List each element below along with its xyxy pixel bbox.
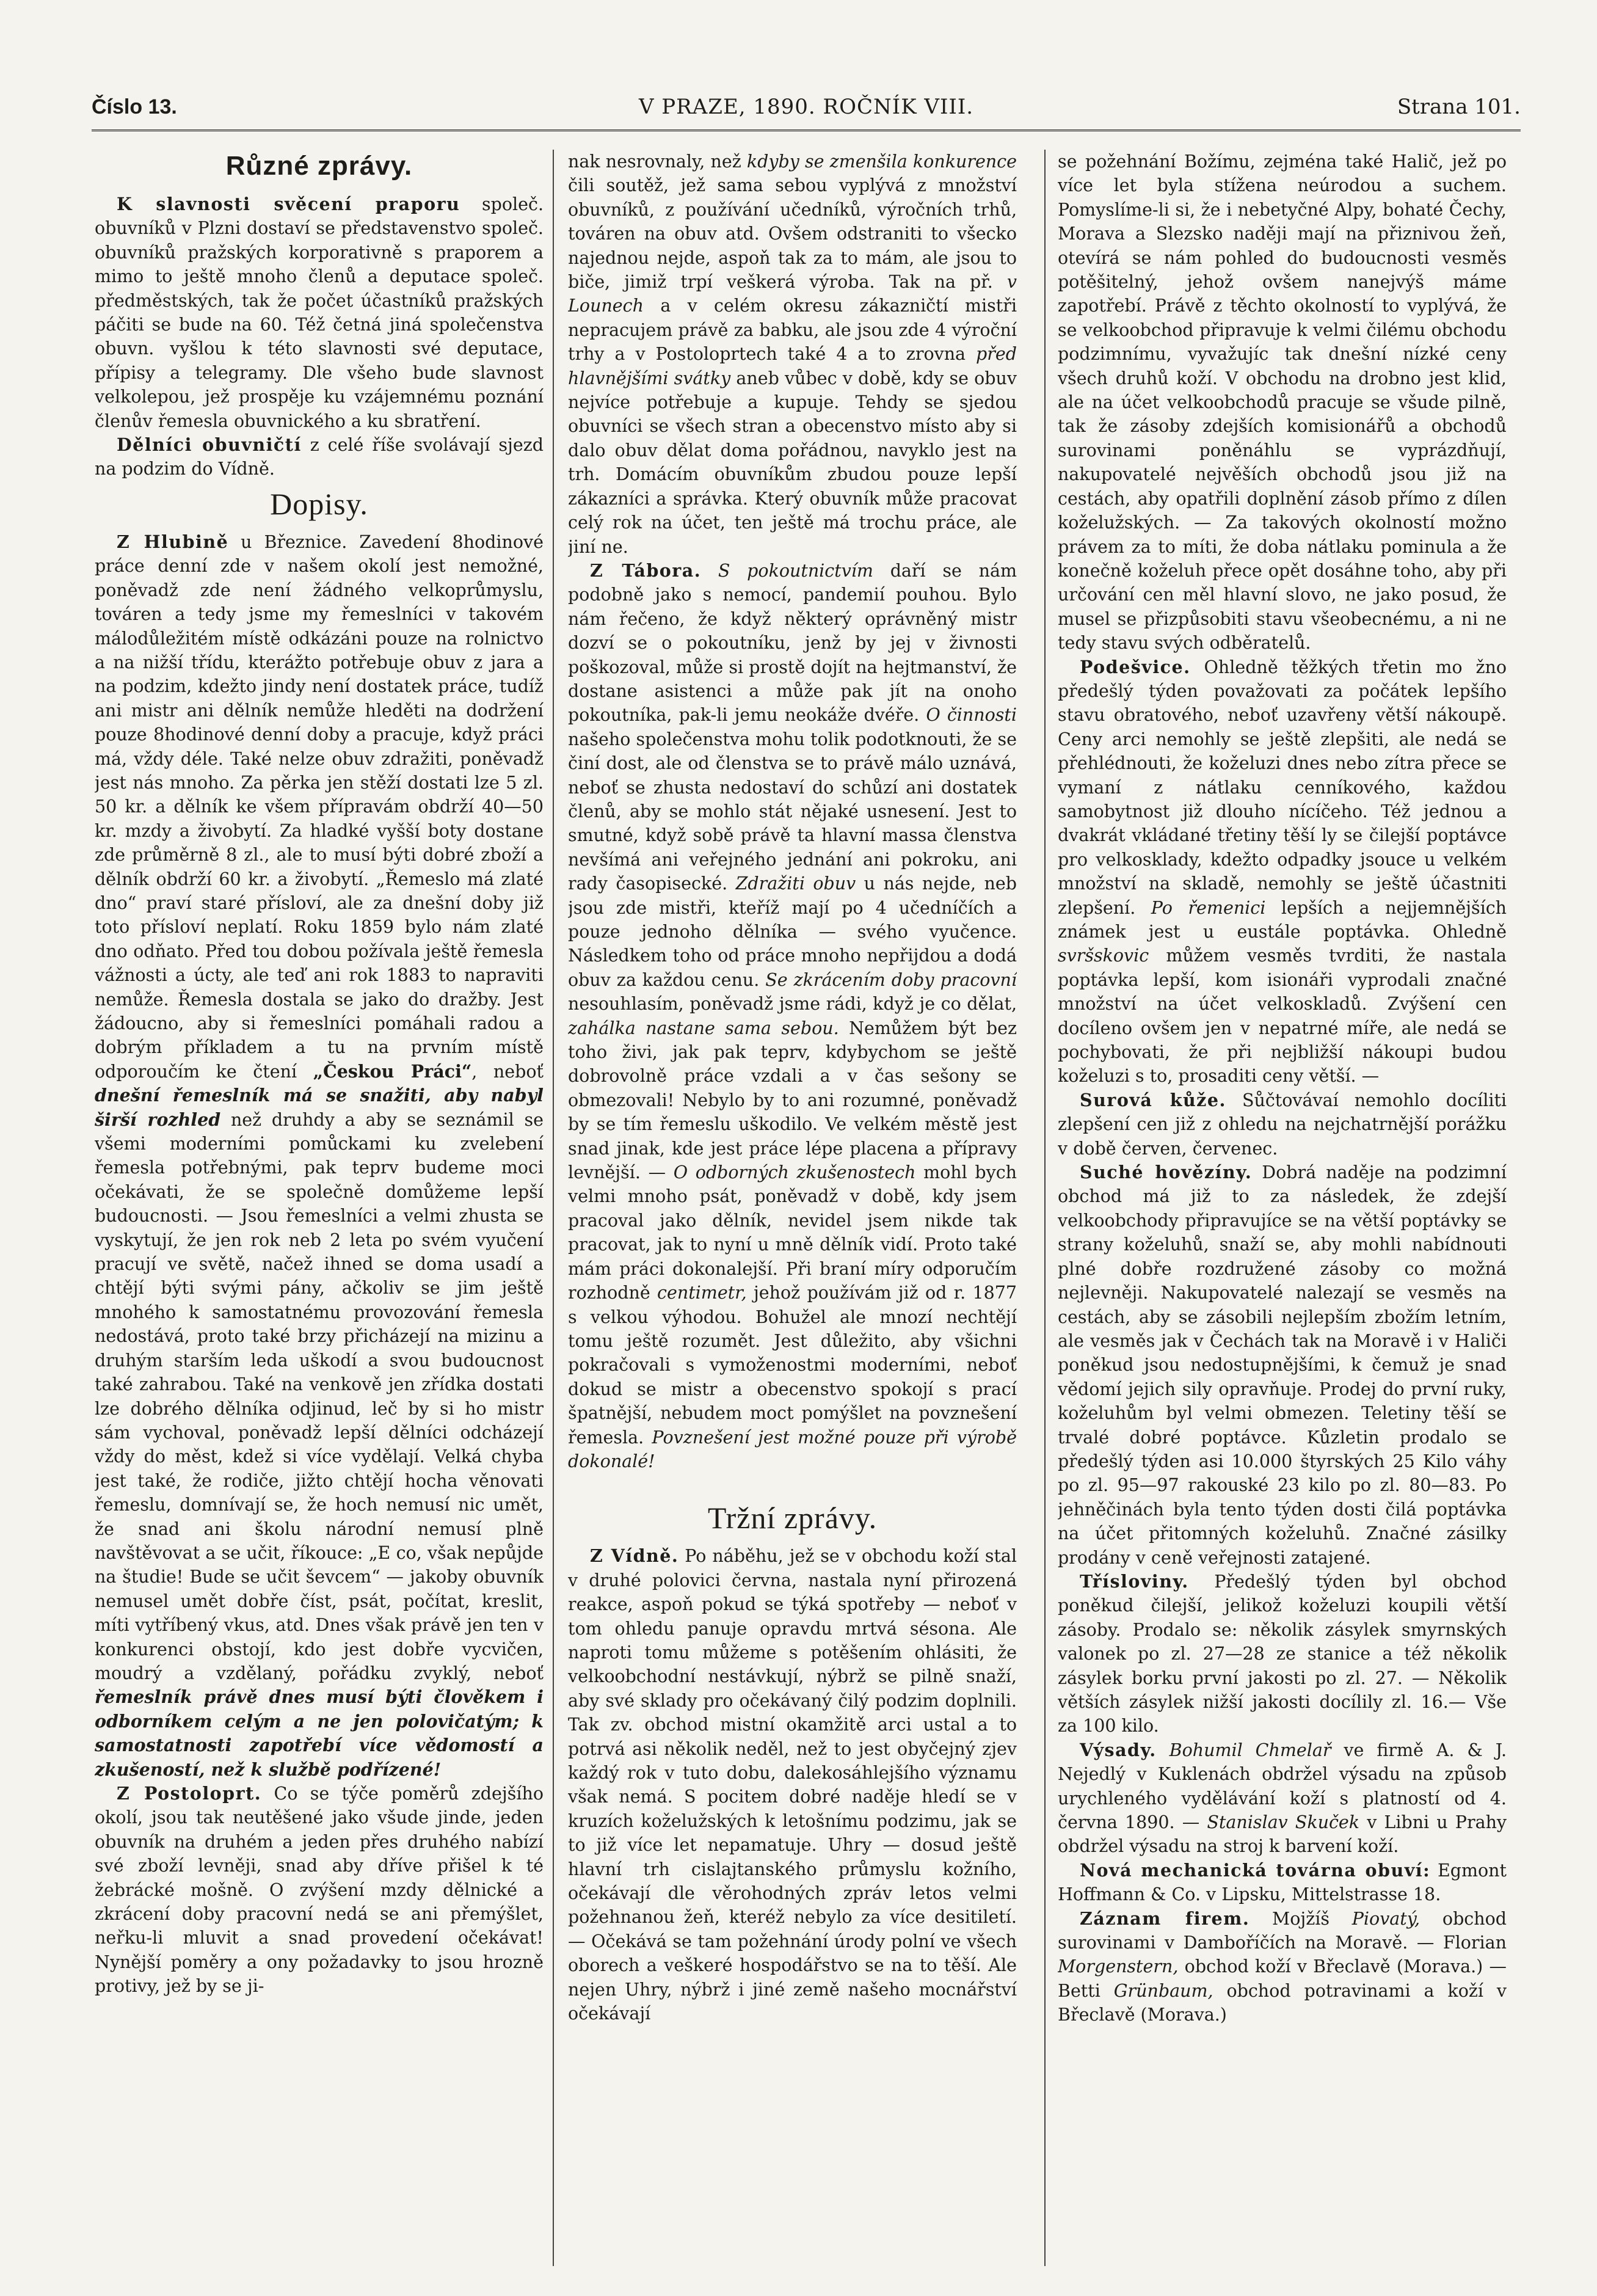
article-lead: Podešvice.	[1080, 656, 1191, 677]
article-paragraph: K slavnosti svěcení praporu společ. obuvníků v Plzni dostaví se představenstvo společ. obuvníků pražských korporativně s praporem a mimo to ještě mnoho členů a deputace společ. předměstských, tak že počet účastníků pražských páčiti se bude na 60. Též četná jiná společenstva obuvn. vyšlou k této slavnosti své deputace, přípisy a telegramy. Dle všeho bude slavnost velkolepou, jež prospěje ku vzájemnému poznání členův řemesla obuvnického a ku sbratření.	[95, 194, 544, 431]
article-paragraph: se požehnání Božímu, zejména také Halič, jež po více let byla stížena neúrodou a suchem. Pomyslíme-li si, že i nebetyčné Alpy, bohaté Čechy, Morava a Slezsko naději mají na přiznivou žeň, otevírá se nám pohled do budoucnosti vesměs potěšitelný, jehož ovšem nanejvýš máme zapotřebí. Právě z těchto okolností to vyplývá, že se velkoobchod připravuje k velmi čilému obchodu podzimnímu, vyvažujíc tak dnešní nízké ceny všech druhů koží. V obchodu na drobno jest klid, ale na účet velkoobchodů pracuje se všude pilně, tak že zásoby zdejších komisionářů a obchodů surovinami poněnáhlu se vyprázdňují, nakupovatelé nejvěších obchodů jsou již na cestách, aby opatřili doplnění zásob přímo z dílen koželužských. — Za takových okolností možno právem za to míti, že doba nátlaku pominula a že konečně koželuh přece opět dosáhne toho, aby při určování cen měl hlavní slovo, ne jako posud, že musel se přizpůsobiti stavu všeobecnému, a ni ne tedy stavu svých odběratelů.	[1058, 151, 1507, 654]
article-paragraph: Z Vídně. Po náběhu, jež se v obchodu koží stal v druhé polovici června, nastala nyní přirozená reakce, aspoň pokud se týká spotřeby — neboť v tom ohledu panuje opravdu mrtvá sésona. Ale naproti tomu můžeme s potěšením ohlásiti, že velkoobchodní nestávkují, nýbrž se pilně snaží, aby své sklady pro očekávaný čilý podzim doplnili. Tak zv. obchod mistní okamžitě arci ustal a to potrvá asi několik neděl, než to jest obyčejný zjev každý rok v tuto dobu, dalekosáhlejšího významu však nemá. S pocitem dobré naděje hledí se v kruzích koželužských k letošnímu podzimu, jak se to již více let nepamatuje. Uhry — dosud ještě hlavní trh cislajtanského průmyslu kožního, očekávají dle věrohodných zpráv letos velmi požehnanou žeň, kteréž nebylo za více desitiletí. — Očekává se tam požehnání úrody polní ve všech oborech a veškeré hospodářstvo se na to těší. Ale nejen Uhry, nýbrž i jiné země našeho mocnářství očekávají	[568, 1545, 1017, 2024]
column-divider	[553, 150, 554, 2266]
section-title-dopisy: Dopisy.	[270, 486, 368, 521]
article-lead: Dělníci obuvničtí	[117, 434, 302, 456]
article-paragraph: Z Hlubině u Březnice. Zavedení 8hodinové práce denní zde v našem okolí jest nemožné, poněvadž zde není žádného velkoprůmyslu, továren a tedy jsme my řemeslníci v takovém málodůležitém místě odkázáni pouze na rolnictvo a na nižší třídu, kterážto potřebuje obuv z jara a na podzim, kdežto jindy není dostatek práce, tudíž ani mistr ani dělník nemůže hleděti na dodržení pouze 8hodinové denní doby a pracuje, když práci má, vždy déle. Také nelze obuv zdražiti, poněvadž jest nás mnoho. Za pěrka jen stěží dostati lze 5 zl. 50 kr. a dělník ke všem přípravám obdrží 40—50 kr. mzdy a živobytí. Za hladké vyšší boty dostane zde průměrně 8 zl., ale to musí býti dobré zboží a dělník obdrží 60 kr. a živobytí. „Řemeslo má zlaté dno“ praví staré přísloví, ale za dnešní doby již toto přísloví neplatí. Roku 1859 bylo nám zlaté dno odňato. Před tou dobou požívala ještě řemesla vážnosti a úcty, ale teď ani rok 1883 to napraviti nemůže. Řemesla dostala se jako do dražby. Jest žádoucno, aby si řemeslníci pomáhali radou a dobrým příkladem a tu na prvním místě odporoučím ke čtení „Českou Práci“, neboť dnešní řemeslník má se snažiti, aby nabyl širší rozhled než druhdy a aby se seznámil se všemi moderními pomůckami ku zvelebení řemesla potřebnými, pak teprv budeme moci očekávati, že se společně domůžeme lepší budoucnosti. — Jsou řemeslníci a velmi zhusta se vyskytují, že jen rok neb 2 leta po svém vyučení pracují ve světě, načež ihned se doma usadí a chtějí býti svými pány, ačkoliv se jim ještě mnohého k samostatnému provozování řemesla nedostává, proto také brzy přicházejí na mizinu a druhým starším leda uškodí a svou budoucnost také zahrabou. Také na venkově jen zřídka dostati lze dobrého dělníka odjinud, leč by si ho mistr sám vychoval, poněvadž lepší dělníci odcházejí vždy do měst, kdež si více vydělají. Velká chyba jest také, že rodiče, jižto chtějí hocha věnovati řemeslu, domnívají se, že hoch nemusí nic umět, že snad ani školu národní nemusí plně navštěvovat a se učit, říkouce: „E co, však nepůjde na študie! Bude se učit ševcem“ — jakoby obuvník nemusel umět dobře číst, psát, počítat, kreslit, míti vytříbený vkus, atd. Dnes však právě jen ten v konkurenci obstojí, kdo jest dobře vycvičen, moudrý a vzdělaný, pořádku zvyklý, neboť řemeslník právě dnes musí býti člověkem i odborníkem celým a ne jen polovičatým; k samostatnosti zapotřebí více vědomostí a zkušeností, než k službě podřízené!	[95, 531, 544, 1780]
article-lead: Surová kůže.	[1080, 1089, 1226, 1110]
article-paragraph: Nová mechanická továrna obuví: Egmont Hoffmann & Co. v Lipsku, Mittelstrasse 18.	[1058, 1859, 1507, 1905]
page-header	[92, 95, 1521, 131]
article-paragraph: Záznam firem. Mojžíš Piovatý, obchod surovinami v Damboříčích na Moravě. — Florian Morgenstern, obchod koží v Břeclavě (Morava.) — Betti Grünbaum, obchod potravinami a koží v Břeclavě (Morava.)	[1058, 1908, 1507, 2025]
section-title-trzni: Tržní zprávy.	[707, 1501, 878, 1536]
article-lead: Nová mechanická továrna obuví:	[1080, 1859, 1431, 1881]
column-3	[1058, 150, 1507, 2263]
column-divider	[1044, 150, 1046, 2266]
article-lead: Z Postoloprt.	[117, 1783, 262, 1804]
article-paragraph: Z Postoloprt. Co se týče poměrů zdejšího okolí, jsou tak neutěšené jako všude jinde, jeden obuvník na druhém a jeden přes druhého nabízí své zboží levněji, snad aby dříve přišel k té žebrácké mošně. O zvýšení mzdy dělnické a zkrácení doby pracovní nedá se ani přemýšlet, neřku-li mluvit a snad provedení očekávat! Nynější poměry a ony požadavky to jsou hrozně protivy, jež by se ji-	[95, 1783, 544, 1997]
article-paragraph: Dělníci obuvničtí z celé říše svolávají sjezd na podzim do Vídně.	[95, 434, 544, 479]
article-paragraph: Z Tábora. S pokoutnictvím daří se nám podobně jako s nemocí, pandemií pouhou. Bylo nám řečeno, že když některý oprávněný mistr dozví se o pokoutníku, jenž by jej v živnosti poškozoval, může si prostě dojít na hejtmanství, že dostane asistenci a může pak jít na onoho pokoutníka, pak-li jemu neokáže dvéře. O činnosti našeho společenstva mohu tolik podotknouti, že se činí dost, ale od členstva se to právě málo uznává, neboť se zhusta nedostaví do schůzí ani dostatek členů, aby se mohlo stát nějaké usnesení. Jest to smutné, když sobě právě ta hlavní massa členstva nevšímá ani veřejného jednání ani pokroku, ani rady časopisecké. Zdražiti obuv u nás nejde, neb jsou zde mistři, kteříž mají po 4 učedníčích a pouze jednoho dělníka — svého vyučence. Následkem toho od práce mnoho nepřijdou a dodá obuv za každou cenu. Se zkrácením doby pracovní nesouhlasím, poněvadž jsme rádi, když je co dělat, zahálka nastane sama sebou. Nemůžem být bez toho živi, jak pak teprv, kdybychom se ještě dobrovolně práce vzdali a v čas sešony se obmezovali! Nebylo by to ani rozumné, poněvadž by se tím řemeslu uškodilo. Ve velkém městě jest snad jinak, kde jest práce lépe placena a přípravy levnější. — O odborných zkušenostech mohl bych velmi mnoho psát, poněvadž v době, kdy jsem pracoval jako dělník, nevidel jsem nikde tak pracovat, jak to nyní u mně dělník vidí. Proto také mám práci dokonalejší. Při braní míry odporučím rozhodně centimetr, jehož používám již od r. 1877 s velkou výhodou. Bohužel ale mnozí nechtějí tomu ještě rozumět. Jest důležito, aby všichni pokračovali s vymoženostmi moderními, neboť dokud se mistr a obecenstvo spokojí s prací špatnější, nebudem moct pomýšlet na povznešení řemesla. Povznešení jest možné pouze při výrobě dokonalé!	[568, 559, 1017, 1471]
article-lead: Z Tábora.	[590, 559, 702, 581]
article-lead: Záznam firem.	[1080, 1908, 1250, 1929]
article-paragraph: Podešvice. Ohledně těžkých třetin mo žno předešlý týden považovati za počátek lepšího stavu obratového, neboť uzavřeny větší nákoupě. Ceny arci nemohly se ještě zlepšiti, ale nedá se přehlédnouti, že koželuzi dnes nebo zítra přece se vymaní z nátlaku cenníkového, každou samobytnost již dlouho nícíčeho. Též jednou a dvakrát vkládané třetiny těší ly se čilejší poptávce pro velkosklady, kdežto odpadky jsouce u velkém množství na skladě, nemohly se ještě účastniti zlepšení. Po řemenici lepších a nejjemnějších známek jest u eustále poptávka. Ohledně svršskovic můžem vesměs tvrditi, že nastala poptávka lepší, kom isionáři vyprodali značné množství na účet velkoskladů. Zvýšení cen docíleno ovšem jen v nepatrné míře, ale nedá se pochybovati, že při nejbližší nákoupi budou koželuzi s to, prosaditi ceny větší. —	[1058, 656, 1507, 1087]
article-lead: K slavnosti svěcení praporu	[117, 194, 460, 214]
issue-number: Číslo 13.	[92, 95, 177, 118]
page-number: Strana 101.	[1397, 95, 1521, 119]
article-lead: Z Vídně.	[590, 1545, 679, 1567]
article-lead: Třísloviny.	[1080, 1570, 1189, 1592]
article-lead: Výsady.	[1080, 1739, 1157, 1760]
article-lead: Suché hovězíny.	[1080, 1162, 1253, 1183]
place-year: V PRAZE, 1890. ROČNÍK VIII.	[638, 95, 974, 119]
article-paragraph: nak nesrovnaly, než kdyby se zmenšila konkurence čili soutěž, jež sama sebou vyplývá z množství obuvníků, z používání učedníků, výročních trhů, továren na obuv atd. Ovšem odstraniti to všecko najednou nejde, aspoň tak za to mám, ale jsou to biče, jimiž trpí veškerá výroba. Tak na př. v Lounech a v celém okresu zákazničtí mistři nepracujem právě za babku, ale jsou zde 4 výroční trhy a v Postoloprtech také 4 a to zrovna před hlavnějšími svátky aneb vůbec v době, kdy se obuv nejvíce potřebuje a kupuje. Tehdy se sjedou obuvníci se všech stran a obecenstvo místo aby si dalo obuv dělat doma pořádnou, navyklo jest na trh. Domácím obuvníkům zbudou pouze lepší zákazníci a správka. Který obuvník může pracovat celý rok na účet, ten ještě má trochu práce, ale jiní ne.	[568, 151, 1017, 557]
column-2	[568, 150, 1017, 2263]
header-rule	[92, 129, 1521, 131]
article-lead: Z Hlubině	[117, 531, 229, 552]
article-paragraph: Suché hovězíny. Dobrá naděje na podzimní obchod má již to za následek, že zdejší velkoobchody připravujíce se na větší poptávky se strany koželuhů, snaží se, aby mohli nabídnouti plné dobře rozdružené zásoby co možná nejlevněji. Nakupovatelé nalezají se vesměs na cestách, aby se zásobili nejlepším zbožím letním, ale vesměs jak v Čechách tak na Moravě i v Haliči poněkud jsou nedostupnějšími, k čemuž je snad vědomí jejich sily opravňuje. Prodej do první ruky, koželuhům byl velmi obmezen. Teletiny těší se trvalé dobré poptávce. Kůzletin prodalo se předešlý týden asi 10.000 štyrských 25 Kilo váhy po zl. 95—97 rakouské 23 kilo po zl. 80—83. Po jehněčinách byla tento týden dosti čilá poptávka na účet přitomných koželuhů. Značné zásilky prodány v ceně veřejnosti zatajené.	[1058, 1162, 1507, 1568]
section-title-ruzne: Různé zprávy.	[225, 151, 413, 181]
article-paragraph: Výsady. Bohumil Chmelař ve firmě A. & J. Nejedlý v Kuklenách obdržel výsadu na způsob urychleného vydělávání koží s platností od 4. června 1890. — Stanislav Skuček v Libni u Prahy obdržel výsadu na stroj k barvení koží.	[1058, 1739, 1507, 1857]
article-paragraph: Třísloviny. Předešlý týden byl obchod poněkud čilejší, jelikož koželuzi koupili větší zásoby. Prodalo se: několik zásylek smyrnských valonek po zl. 27—28 ze stanice a též několik zásylek borku první jakosti po zl. 27. — Několik větších zásylek nižší jakosti docílily zl. 16.— Vše za 100 kilo.	[1058, 1570, 1507, 1737]
column-1	[95, 150, 544, 2263]
article-paragraph: Surová kůže. Sůčtovávaí nemohlo docíliti zlepšení cen již z ohledu na nejchatrnější porážku v době červen, červenec.	[1058, 1089, 1507, 1159]
